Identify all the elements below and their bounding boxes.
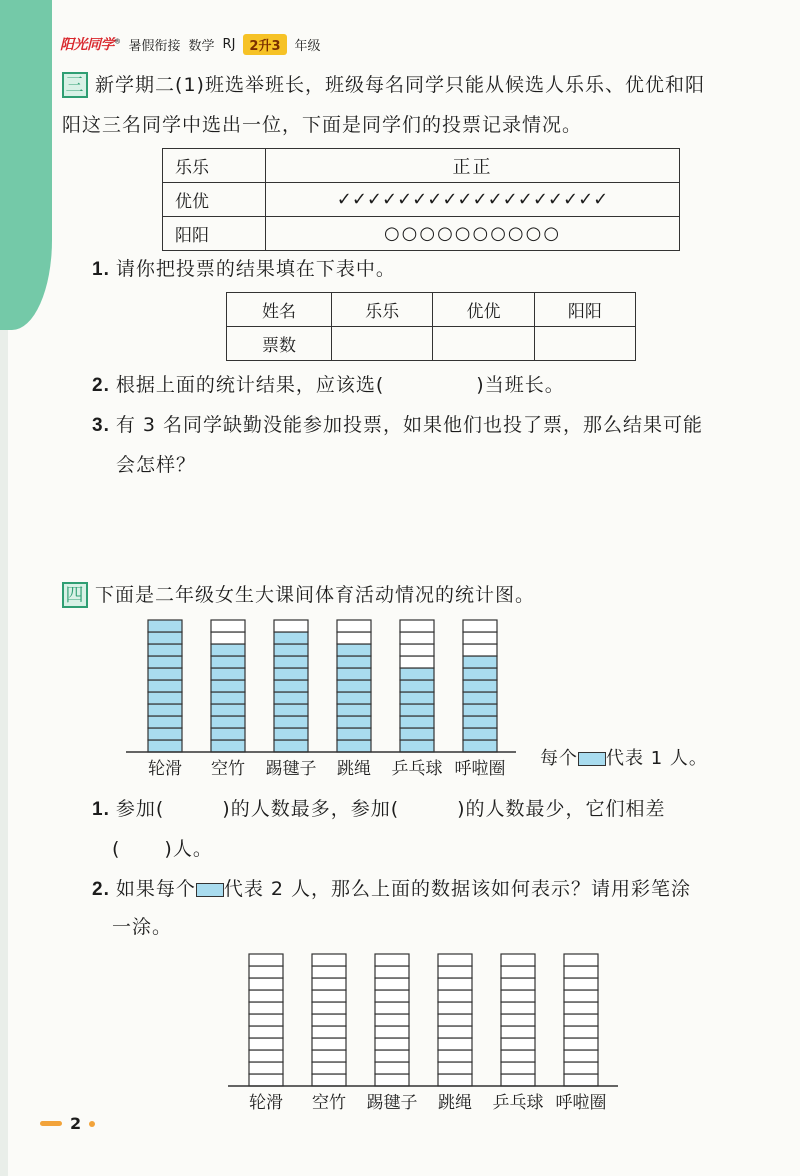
book-title: 暑假衔接 — [128, 38, 181, 54]
category-label: 乒乓球 — [391, 759, 443, 779]
bar-cell-empty — [249, 990, 283, 1002]
bar-cell-filled — [274, 668, 308, 680]
bar-cell-empty — [312, 1038, 346, 1050]
page-number: 2 — [70, 1114, 82, 1133]
section3-intro-line1: 三 新学期二(1)班选举班长，班级每名同学只能从候选人乐乐、优优和阳 — [62, 70, 705, 98]
bar-cell-empty — [564, 966, 598, 978]
section3-q1: 1. 请你把投票的结果填在下表中。 — [92, 258, 396, 280]
bar-cell-empty — [564, 990, 598, 1002]
section4-number: 四 — [62, 582, 88, 608]
category-label: 呼啦圈 — [555, 1093, 607, 1113]
bar-cell-filled — [400, 680, 434, 692]
legend-unit-icon — [196, 883, 224, 897]
bar-cell-empty — [501, 1050, 535, 1062]
bar-cell-empty — [438, 1002, 472, 1014]
category-label: 跳绳 — [337, 759, 371, 779]
bar-cell-empty — [312, 1014, 346, 1026]
bar-cell-filled — [463, 728, 497, 740]
tally-name: 阳阳 — [163, 217, 266, 251]
bar-cell-empty — [312, 966, 346, 978]
bar-cell-empty — [375, 1002, 409, 1014]
bar-cell-empty — [375, 990, 409, 1002]
footer-bar — [40, 1121, 62, 1126]
result-header: 优优 — [433, 293, 534, 327]
bar-cell-filled — [148, 728, 182, 740]
page-footer — [40, 1114, 95, 1133]
bar-cell-filled — [274, 644, 308, 656]
tally-name: 乐乐 — [163, 149, 266, 183]
bar-cell-empty — [438, 954, 472, 966]
bar-cell-empty — [274, 620, 308, 632]
bar-cell-filled — [274, 692, 308, 704]
bar-cell-empty — [438, 1074, 472, 1086]
bar-cell-filled — [400, 740, 434, 752]
bar-cell-filled — [211, 680, 245, 692]
bar-cell-empty — [375, 1074, 409, 1086]
category-label: 空竹 — [312, 1093, 346, 1113]
bar-cell-filled — [211, 704, 245, 716]
section3-number: 三 — [62, 72, 88, 98]
bar-cell-filled — [337, 692, 371, 704]
section3-q3-line1: 3. 有 3 名同学缺勤没能参加投票，如果他们也投了票，那么结果可能 — [92, 414, 704, 436]
bar-cell-filled — [463, 656, 497, 668]
bar-cell-empty — [312, 1062, 346, 1074]
bar-cell-empty — [337, 620, 371, 632]
bar-cell-filled — [148, 656, 182, 668]
bar-cell-empty — [312, 954, 346, 966]
section4-q1-line2: ( )人。 — [112, 838, 213, 860]
bar-cell-empty — [211, 620, 245, 632]
bar-cell-empty — [375, 1038, 409, 1050]
bar-cell-empty — [249, 1014, 283, 1026]
bar-cell-filled — [148, 680, 182, 692]
bar-cell-filled — [211, 692, 245, 704]
bar-cell-filled — [211, 740, 245, 752]
bar-cell-empty — [400, 656, 434, 668]
brand-logo: 阳光同学® — [60, 37, 121, 53]
bar-cell-empty — [312, 1074, 346, 1086]
tally-marks: ○○○○○○○○○○ — [266, 217, 680, 251]
section3-intro-line2: 阳这三名同学中选出一位，下面是同学们的投票记录情况。 — [62, 114, 583, 136]
bar-cell-empty — [375, 966, 409, 978]
bar-cell-empty — [564, 1002, 598, 1014]
bar-cell-empty — [249, 1050, 283, 1062]
tally-marks: 正正 — [266, 149, 680, 183]
bar-cell-empty — [438, 1050, 472, 1062]
bar-cell-empty — [375, 1050, 409, 1062]
bar-cell-empty — [463, 620, 497, 632]
section4-q1: 1. 参加( )的人数最多，参加( )的人数最少，它们相差 — [92, 798, 666, 820]
tally-marks: ✓✓✓✓✓✓✓✓✓✓✓✓✓✓✓✓✓✓ — [266, 183, 680, 217]
bar-cell-filled — [337, 704, 371, 716]
bar-cell-filled — [148, 632, 182, 644]
bar-cell-empty — [438, 966, 472, 978]
bar-cell-filled — [211, 728, 245, 740]
edition-label: RJ — [222, 36, 236, 52]
bar-cell-empty — [400, 620, 434, 632]
bar-cell-empty — [501, 1038, 535, 1050]
bar-cell-empty — [312, 1002, 346, 1014]
result-row-label: 票数 — [227, 327, 332, 361]
bar-cell-empty — [501, 966, 535, 978]
bar-cell-empty — [249, 1038, 283, 1050]
bar-cell-filled — [274, 680, 308, 692]
bar-cell-filled — [274, 656, 308, 668]
bar-cell-filled — [400, 704, 434, 716]
bar-cell-filled — [463, 680, 497, 692]
bar-cell-empty — [564, 978, 598, 990]
bar-cell-filled — [463, 740, 497, 752]
bar-cell-empty — [375, 1026, 409, 1038]
bar-cell-filled — [337, 656, 371, 668]
bar-cell-empty — [564, 1062, 598, 1074]
section3-q2: 2. 根据上面的统计结果，应该选( )当班长。 — [92, 374, 565, 396]
bar-cell-filled — [337, 740, 371, 752]
bar-cell-filled — [463, 692, 497, 704]
bar-cell-empty — [312, 1026, 346, 1038]
tally-name: 优优 — [163, 183, 266, 217]
bar-cell-filled — [148, 704, 182, 716]
bar-cell-empty — [564, 1014, 598, 1026]
bar-cell-filled — [274, 740, 308, 752]
result-header: 姓名 — [227, 293, 332, 327]
footer-dot — [89, 1121, 95, 1127]
bar-cell-empty — [463, 644, 497, 656]
bar-cell-empty — [564, 1038, 598, 1050]
subject-label: 数学 — [188, 38, 215, 54]
bar-cell-filled — [148, 716, 182, 728]
bar-cell-filled — [274, 632, 308, 644]
bar-cell-empty — [438, 1038, 472, 1050]
bar-cell-filled — [337, 644, 371, 656]
category-label: 轮滑 — [148, 759, 182, 779]
bar-cell-filled — [463, 704, 497, 716]
bar-cell-empty — [438, 1026, 472, 1038]
category-label: 呼啦圈 — [454, 759, 506, 779]
bar-cell-empty — [501, 954, 535, 966]
bar-cell-filled — [148, 644, 182, 656]
category-label: 轮滑 — [249, 1093, 283, 1113]
bar-cell-filled — [400, 728, 434, 740]
result-header: 阳阳 — [534, 293, 635, 327]
category-label: 踢毽子 — [265, 759, 317, 779]
section3-q3-line2: 会怎样？ — [116, 454, 197, 476]
section4-q2-line2: 一涂。 — [112, 916, 173, 938]
category-label: 乒乓球 — [492, 1093, 544, 1113]
bar-cell-empty — [312, 990, 346, 1002]
bar-cell-filled — [400, 668, 434, 680]
bar-cell-filled — [211, 644, 245, 656]
bar-cell-empty — [400, 632, 434, 644]
bar-cell-empty — [438, 990, 472, 1002]
bar-cell-filled — [148, 668, 182, 680]
bar-cell-filled — [148, 692, 182, 704]
result-header: 乐乐 — [332, 293, 433, 327]
bar-cell-empty — [337, 632, 371, 644]
grade-badge: 2升3 — [243, 34, 286, 55]
section4-intro: 四 下面是二年级女生大课间体育活动情况的统计图。 — [62, 580, 535, 608]
bar-cell-filled — [463, 668, 497, 680]
category-label: 踢毽子 — [366, 1093, 418, 1113]
bar-cell-empty — [211, 632, 245, 644]
bar-cell-filled — [274, 704, 308, 716]
bar-cell-empty — [564, 1074, 598, 1086]
section4-q2-line1: 2. 如果每个 代表 2 人，那么上面的数据该如何表示？请用彩笔涂 — [92, 878, 692, 900]
bar-cell-empty — [249, 1074, 283, 1086]
chart-legend: 每个 代表 1 人。 — [540, 748, 708, 769]
category-label: 空竹 — [211, 759, 245, 779]
bar-cell-empty — [501, 990, 535, 1002]
bar-cell-filled — [211, 668, 245, 680]
bar-cell-empty — [249, 978, 283, 990]
bar-cell-empty — [463, 632, 497, 644]
bar-cell-filled — [400, 692, 434, 704]
bar-cell-empty — [375, 954, 409, 966]
bar-cell-filled — [400, 716, 434, 728]
bar-cell-filled — [274, 716, 308, 728]
bar-cell-filled — [148, 740, 182, 752]
bar-cell-filled — [211, 716, 245, 728]
bar-cell-empty — [564, 1050, 598, 1062]
bar-cell-filled — [211, 656, 245, 668]
bar-cell-empty — [249, 1062, 283, 1074]
bar-cell-empty — [249, 954, 283, 966]
grade-suffix: 年级 — [294, 38, 321, 54]
bar-cell-empty — [564, 954, 598, 966]
bar-cell-filled — [337, 668, 371, 680]
bar-cell-empty — [375, 1062, 409, 1074]
bar-cell-filled — [337, 680, 371, 692]
bar-cell-empty — [375, 1014, 409, 1026]
bar-cell-filled — [337, 716, 371, 728]
bar-cell-empty — [564, 1026, 598, 1038]
bar-cell-empty — [312, 978, 346, 990]
bar-cell-empty — [501, 1014, 535, 1026]
bar-cell-empty — [312, 1050, 346, 1062]
bar-cell-empty — [400, 644, 434, 656]
category-label: 跳绳 — [438, 1093, 472, 1113]
bar-cell-filled — [463, 716, 497, 728]
bar-cell-empty — [249, 966, 283, 978]
bar-cell-filled — [274, 728, 308, 740]
bar-cell-empty — [438, 1062, 472, 1074]
bar-cell-empty — [501, 978, 535, 990]
bar-cell-filled — [148, 620, 182, 632]
bar-cell-empty — [438, 1014, 472, 1026]
bar-cell-empty — [375, 978, 409, 990]
bar-cell-empty — [501, 1026, 535, 1038]
bar-cell-empty — [249, 1002, 283, 1014]
bar-cell-empty — [501, 1074, 535, 1086]
bar-cell-empty — [249, 1026, 283, 1038]
bar-cell-empty — [501, 1002, 535, 1014]
bar-cell-filled — [337, 728, 371, 740]
bar-cell-empty — [501, 1062, 535, 1074]
legend-unit-icon — [578, 752, 606, 766]
bar-cell-empty — [438, 978, 472, 990]
